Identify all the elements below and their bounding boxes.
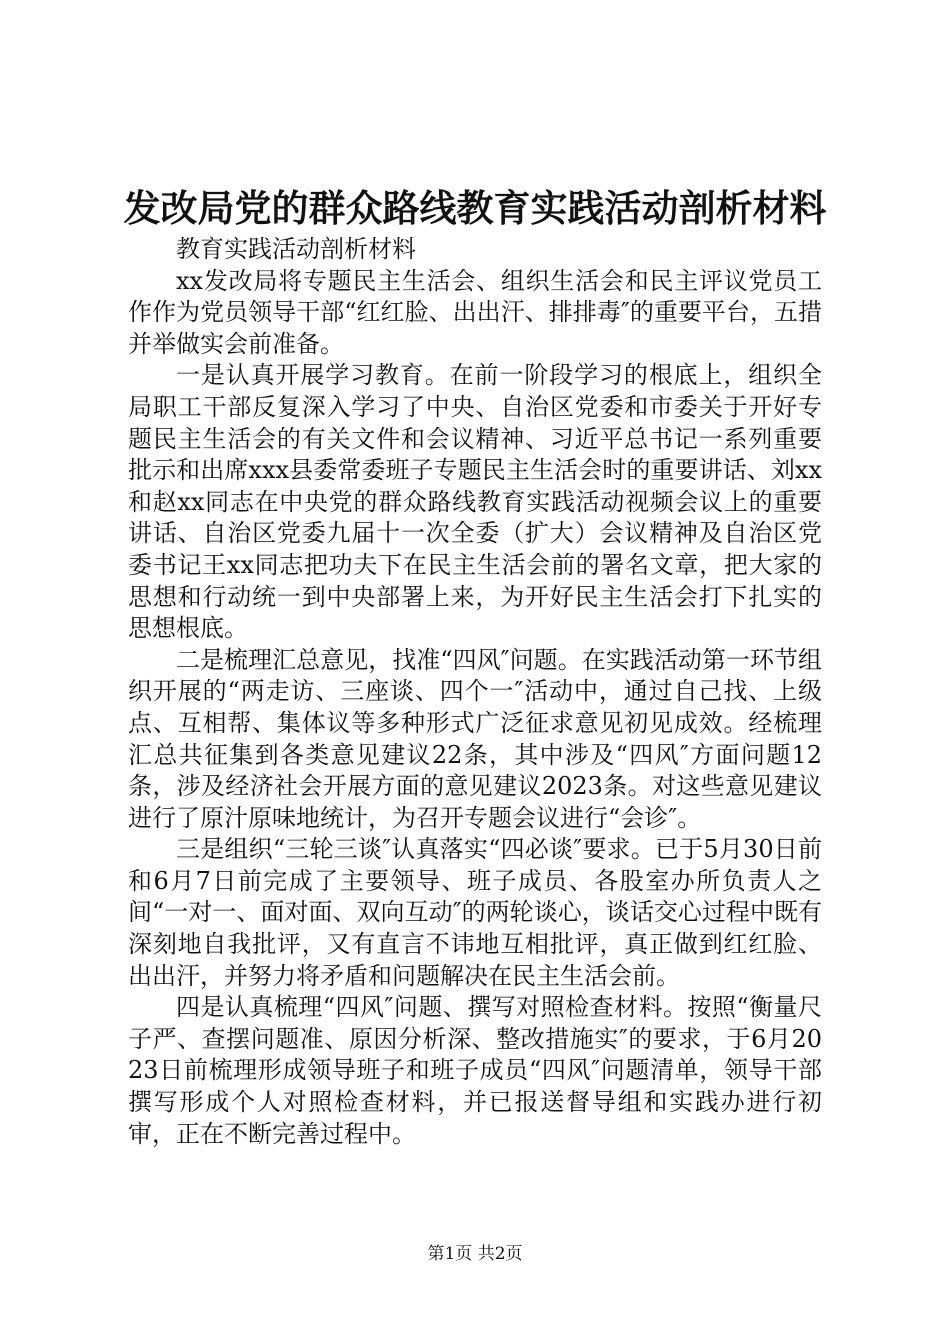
- page-number-footer: 第1页 共2页: [427, 1244, 523, 1264]
- document-body: [128, 234, 822, 1150]
- paragraph-point-two: 二是梳理汇总意见，找准“四风″问题。在实践活动第一环节组织开展的“两走访、三座谈、四个一″活动中，通过自己找、上级点、互相帮、集体议等多种形式广泛征求意见初见成效。经梳理汇总共征集到各类意见建议22条，其中涉及“四风″方面问题12条，涉及经济社会开展方面的意见建议2023条。对这些意见建议进行了原汁原味地统计，为召开专题会议进行“会诊″。: [128, 645, 822, 832]
- paragraph-point-four: 四是认真梳理“四风″问题、撰写对照检查材料。按照“衡量尺子严、查摆问题准、原因分析深、整改措施实″的要求，于6月2023日前梳理形成领导班子和班子成员“四风″问题清单，领导干部撰写形成个人对照检查材料，并已报送督导组和实践办进行初审，正在不断完善过程中。: [128, 993, 822, 1148]
- paragraph-point-three: 三是组织“三轮三谈″认真落实“四必谈″要求。已于5月30日前和6月7日前完成了主要领导、班子成员、各股室办所负责人之间“一对一、面对面、双向互动″的两轮谈心，谈话交心过程中既有深刻地自我批评，又有直言不讳地互相批评，真正做到红红脸、出出汗，并努力将矛盾和问题解决在民主生活会前。: [128, 835, 822, 990]
- paragraph-intro: xx发改局将专题民主生活会、组织生活会和民主评议党员工作作为党员领导干部“红红脸、出出汗、排排毒″的重要平台，五措并举做实会前准备。: [128, 266, 822, 358]
- document-title: 发改局党的群众路线教育实践活动剖析材料: [123, 187, 827, 230]
- paragraph-subtitle: 教育实践活动剖析材料: [176, 235, 416, 263]
- paragraph-point-one: 一是认真开展学习教育。在前一阶段学习的根底上，组织全局职工干部反复深入学习了中央、自治区党委和市委关于开好专题民主生活会的有关文件和会议精神、习近平总书记一系列重要批示和出席xxx县委常委班子专题民主生活会时的重要讲话、刘xx和赵xx同志在中央党的群众路线教育实践活动视频会议上的重要讲话、自治区党委九届十一次全委（扩大）会议精神及自治区党委书记王xx同志把功夫下在民主生活会前的署名文章，把大家的思想和行动统一到中央部署上来，为开好民主生活会打下扎实的思想根底。: [128, 361, 822, 643]
